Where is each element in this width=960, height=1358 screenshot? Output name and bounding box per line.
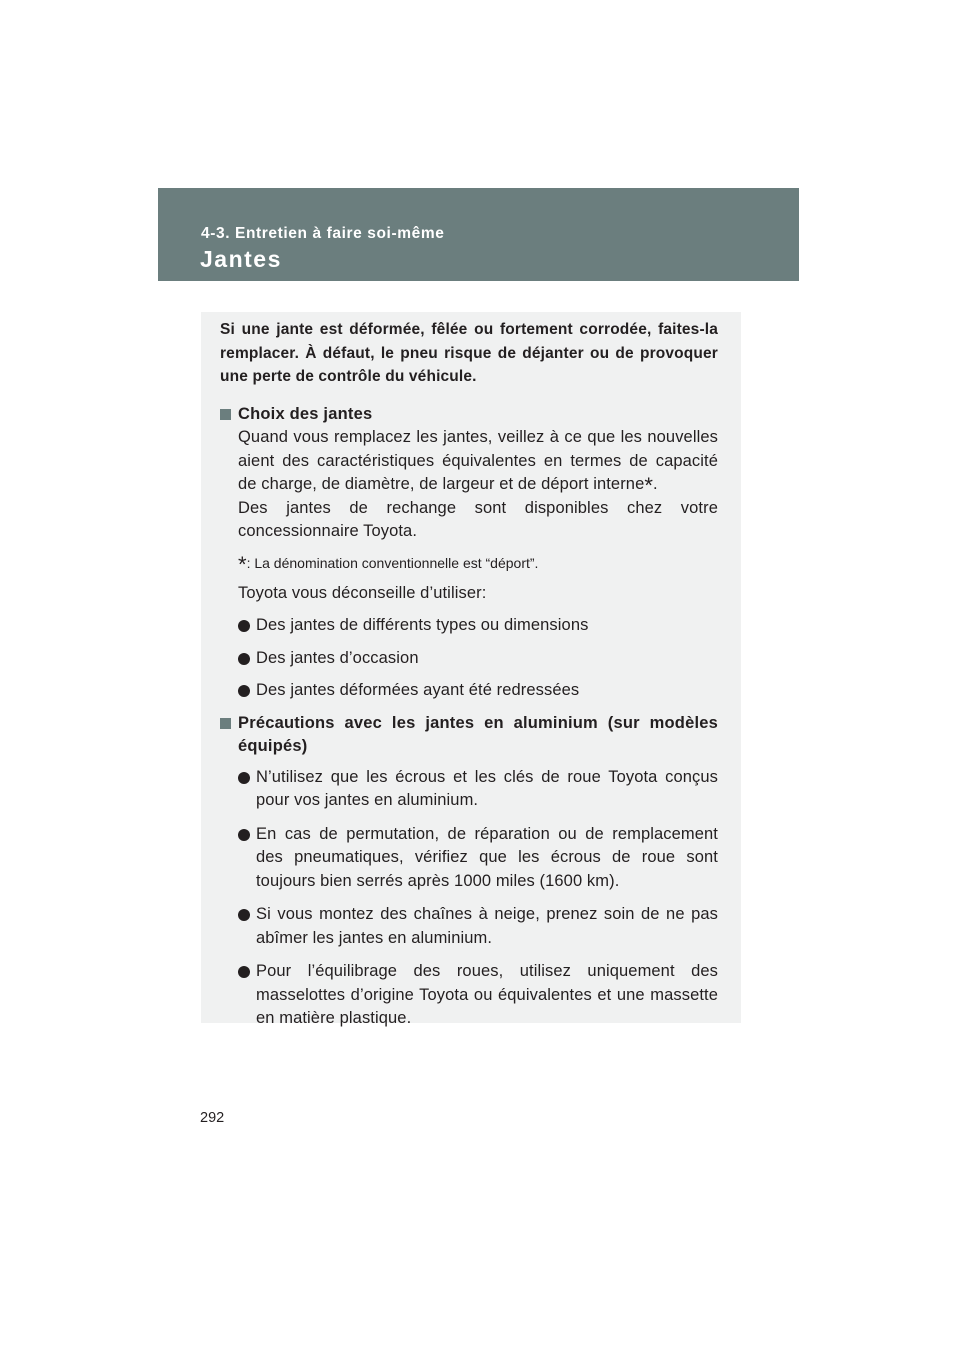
asterisk-mark: *	[644, 473, 654, 498]
list-item	[220, 614, 718, 638]
choix-paragraph-1-text: Quand vous remplacez les jantes, veillez à ce que les nouvelles aient des caractéristiques équivalentes en termes de capacité de charge, de diamètre, de largeur et de déport interne	[238, 428, 718, 493]
section-label: 4-3. Entretien à faire soi-même	[201, 225, 445, 242]
bullet-dot-icon	[238, 909, 250, 921]
footnote-text: : La dénomination conventionnelle est “déport”.	[246, 554, 539, 571]
content-body	[220, 318, 718, 1031]
list-item-text: Des jantes déformées ayant été redressées	[256, 681, 580, 699]
list-item-text: En cas de permutation, de réparation ou de remplacement des pneumatiques, vérifiez que les écrous de roue sont toujours bien serrés après 1000 miles (1600 km).	[256, 824, 718, 890]
list-item	[220, 960, 718, 1031]
content-box	[201, 312, 741, 1027]
footnote	[220, 551, 718, 577]
chapter-header	[158, 188, 799, 281]
bullet-dot-icon	[238, 620, 250, 632]
bullet-dot-icon	[238, 685, 250, 697]
list-item-text: Pour l’équilibrage des roues, utilisez uniquement des masselottes d’origine Toyota ou équivalentes et une massette en matière plastique.	[256, 962, 718, 1027]
footnote-asterisk: *	[238, 551, 247, 577]
choix-paragraph-1-end: .	[653, 475, 658, 493]
heading-choix	[220, 403, 718, 427]
page-title: Jantes	[200, 246, 282, 272]
square-bullet-icon	[220, 718, 231, 729]
list-item	[220, 903, 718, 950]
choix-lead: Toyota vous déconseille d’utiliser:	[238, 583, 487, 602]
bullet-dot-icon	[238, 829, 250, 841]
list-item-text: Si vous montez des chaînes à neige, prenez soin de ne pas abîmer les jantes en aluminium.	[256, 905, 718, 947]
list-item	[220, 766, 718, 813]
bullet-dot-icon	[238, 966, 250, 978]
heading-choix-text: Choix des jantes	[238, 404, 373, 423]
square-bullet-icon	[220, 409, 231, 420]
bullet-dot-icon	[238, 772, 250, 784]
heading-aluminium-text: Précautions avec les jantes en aluminium (sur modèles équipés)	[238, 713, 718, 755]
choix-paragraph-2: Des jantes de rechange sont disponibles chez votre concessionnaire Toyota.	[238, 498, 718, 540]
list-item-text: N’utilisez que les écrous et les clés de roue Toyota conçus pour vos jantes en aluminium.	[256, 767, 718, 809]
list-item-text: Des jantes d’occasion	[256, 648, 419, 667]
heading-aluminium	[220, 712, 718, 759]
list-item	[220, 647, 718, 671]
list-item	[220, 823, 718, 894]
bullet-dot-icon	[238, 653, 250, 665]
list-item	[220, 679, 718, 703]
page-number: 292	[200, 1110, 225, 1126]
choix-paragraph-1	[220, 426, 718, 497]
intro-warning: Si une jante est déformée, fêlée ou fortement corrodée, faites-la remplacer. À défaut, le pneu risque de déjanter ou de provoquer une perte de contrôle du véhicule.	[220, 321, 718, 385]
list-item-text: Des jantes de différents types ou dimensions	[256, 616, 589, 634]
